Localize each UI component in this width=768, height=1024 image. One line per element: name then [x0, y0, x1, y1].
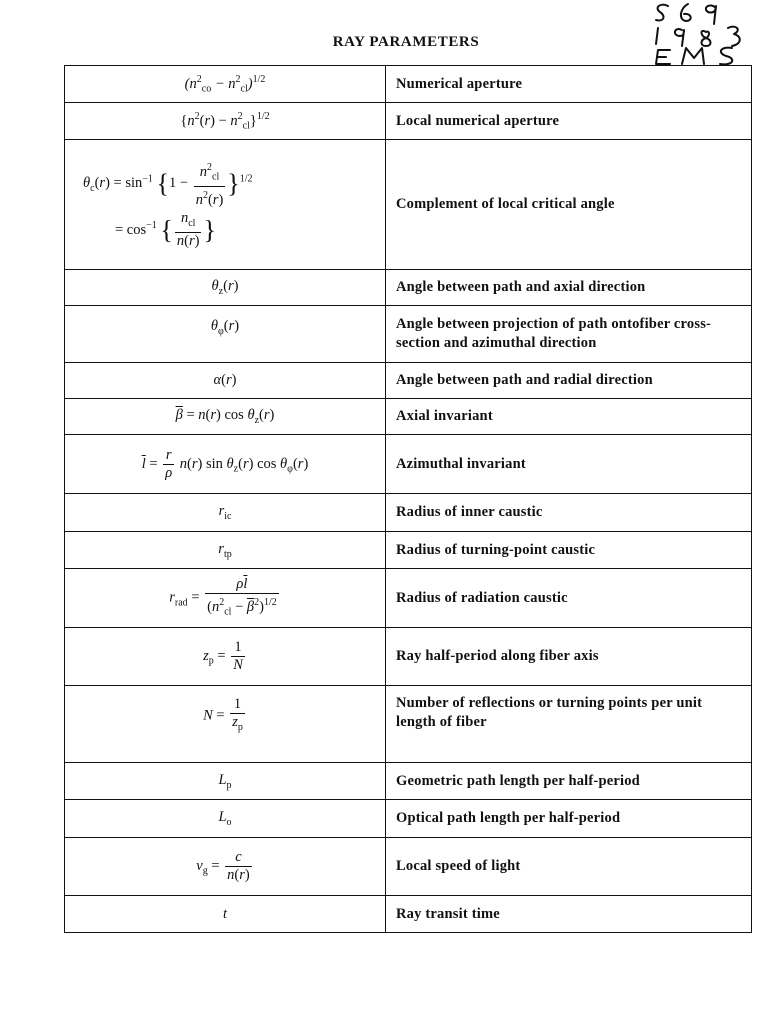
expression-cell: $L_o$ — [65, 800, 386, 838]
table-row — [65, 800, 752, 838]
expression-cell: $r_{ic}$ — [65, 494, 386, 532]
table-row — [65, 838, 752, 896]
table-row — [65, 628, 752, 686]
page-title: RAY PARAMETERS — [332, 34, 480, 50]
description-cell: Radius of inner caustic — [386, 494, 752, 532]
table-row — [65, 532, 752, 569]
description-cell: Local speed of light — [386, 838, 752, 896]
description-cell: Angle between path and axial direction — [386, 270, 752, 306]
description-cell: Ray transit time — [386, 896, 752, 933]
description-cell: Radius of turning-point caustic — [386, 532, 752, 569]
table-row — [65, 363, 752, 399]
expression-cell: $\theta_\varphi(r)$ — [65, 306, 386, 363]
table-row — [65, 763, 752, 800]
description-cell: Number of reflections or turning points per unit length of fiber — [386, 686, 752, 763]
handwritten-note — [648, 0, 758, 66]
expression-cell: $\theta_z(r)$ — [65, 270, 386, 306]
description-cell: Axial invariant — [386, 399, 752, 435]
expression-cell: $v_g$ = $\frac{c}{n(r)}$ — [65, 838, 386, 896]
description-cell: Radius of radiation caustic — [386, 569, 752, 628]
description-cell: Complement of local critical angle — [386, 140, 752, 270]
description-cell: Ray half-period along fiber axis — [386, 628, 752, 686]
description-cell: Angle between path and radial direction — [386, 363, 752, 399]
table-row — [65, 569, 752, 628]
description-cell: Geometric path length per half-period — [386, 763, 752, 800]
expression-cell: $r_{tp}$ — [65, 532, 386, 569]
table-row — [65, 494, 752, 532]
expression-cell: $\overline{\beta} = n(r)$ $\cos \theta_z(r)$ — [65, 399, 386, 435]
description-cell: Angle between projection of path ontofiber cross-section and azimuthal direction — [386, 306, 752, 363]
table-row — [65, 896, 752, 933]
expression-cell: $(n^2_{co} - n^2_{cl})^{1/2}$ — [65, 66, 386, 103]
description-cell: Azimuthal invariant — [386, 435, 752, 494]
table-row — [65, 270, 752, 306]
description-cell: Numerical aperture — [386, 66, 752, 103]
description-cell: Local numerical aperture — [386, 103, 752, 140]
expression-cell: $L_p$ — [65, 763, 386, 800]
handwritten-note-drawing — [648, 0, 758, 66]
ray-parameters-table — [64, 65, 752, 933]
expression-cell: α(r) — [65, 363, 386, 399]
expression-cell: $\theta_c(r) = \sin^{-1} \{1$ − $\frac{n^2_{cl}}{n^2(r)}$ }$^{1/2}$ = $\cos^{-1}$ { $\frac{n_{cl}}{n(r)}$ } — [65, 140, 386, 270]
table-row — [65, 435, 752, 494]
table-row — [65, 399, 752, 435]
table-row — [65, 140, 752, 270]
table-row — [65, 66, 752, 103]
expression-cell: $r_{rad}$ = $\frac{\rho\overline{l}}{(n^2_{cl} - \overline{\beta}^2)^{1/2}}$ — [65, 569, 386, 628]
expression-cell: $z_p$ = $\frac{1}{N}$ — [65, 628, 386, 686]
expression-cell: N = $\frac{1}{z_p}$ — [65, 686, 386, 763]
expression-cell: t — [65, 896, 386, 933]
expression-cell: $\{n^2(r) - n^2_{cl}\}^{1/2}$ — [65, 103, 386, 140]
description-cell: Optical path length per half-period — [386, 800, 752, 838]
expression-cell: $\overline{l}$ = $\frac{r}{\rho}$ n(r) $\sin \theta_z(r)$ $\cos \theta_\varphi(r)$ — [65, 435, 386, 494]
table-row — [65, 686, 752, 763]
table-row — [65, 306, 752, 363]
table-row — [65, 103, 752, 140]
